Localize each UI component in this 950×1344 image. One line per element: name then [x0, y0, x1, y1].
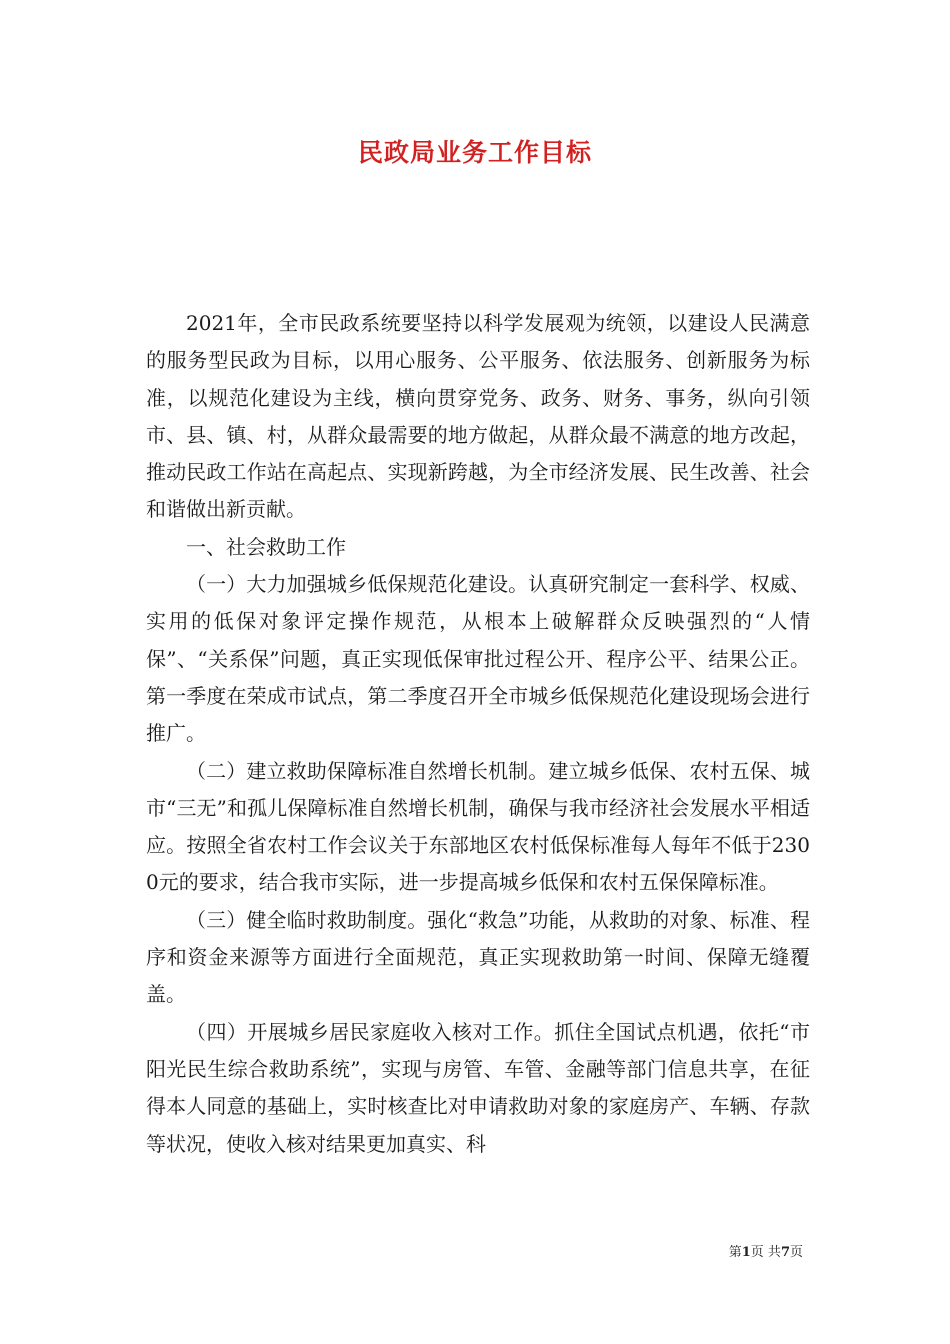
footer-prefix: 第 — [728, 1245, 742, 1260]
paragraph-item-1: （一）大力加强城乡低保规范化建设。认真研究制定一套科学、权威、实用的低保对象评定操作规范，从根本上破解群众反映强烈的“人情保”、“关系保”问题，真正实现低保审批过程公开、程序公平、结果公正。第一季度在荣成市试点，第二季度召开全市城乡低保规范化建设现场会进行推广。 — [146, 572, 810, 746]
current-page-number: 1 — [741, 1245, 751, 1260]
page-number-footer — [729, 1241, 803, 1260]
footer-middle: 页 共 — [750, 1245, 781, 1260]
section-heading: 一、社会救助工作 — [186, 534, 346, 559]
document-body — [146, 305, 810, 1163]
paragraph-item-2: （二）建立救助保障标准自然增长机制。建立城乡低保、农村五保、城市“三无”和孤儿保障标准自然增长机制，确保与我市经济社会发展水平相适应。按照全省农村工作会议关于东部地区农村低保标准每人每年不低于2300元的要求，结合我市实际，进一步提高城乡低保和农村五保保障标准。 — [146, 758, 810, 895]
total-page-count: 7 — [780, 1245, 790, 1260]
document-title: 民政局业务工作目标 — [357, 138, 592, 167]
paragraph-item-4: （四）开展城乡居民家庭收入核对工作。抓住全国试点机遇，依托“市阳光民生综合救助系统”，实现与房管、车管、金融等部门信息共享，在征得本人同意的基础上，实时核查比对申请救助对象的家庭房产、车辆、存款等状况，使收入核对结果更加真实、科 — [146, 1019, 810, 1156]
intro-paragraph: 2021年，全市民政系统要坚持以科学发展观为统领，以建设人民满意的服务型民政为目标，以用心服务、公平服务、依法服务、创新服务为标准，以规范化建设为主线，横向贯穿党务、政务、财务、事务，纵向引领市、县、镇、村，从群众最需要的地方做起，从群众最不满意的地方改起，推动民政工作站在高起点、实现新跨越，为全市经济发展、民生改善、社会和谐做出新贡献。 — [146, 311, 810, 522]
paragraph-item-3: （三）健全临时救助制度。强化“救急”功能，从救助的对象、标准、程序和资金来源等方面进行全面规范，真正实现救助第一时间、保障无缝覆盖。 — [146, 907, 810, 1007]
footer-suffix: 页 — [789, 1245, 803, 1260]
